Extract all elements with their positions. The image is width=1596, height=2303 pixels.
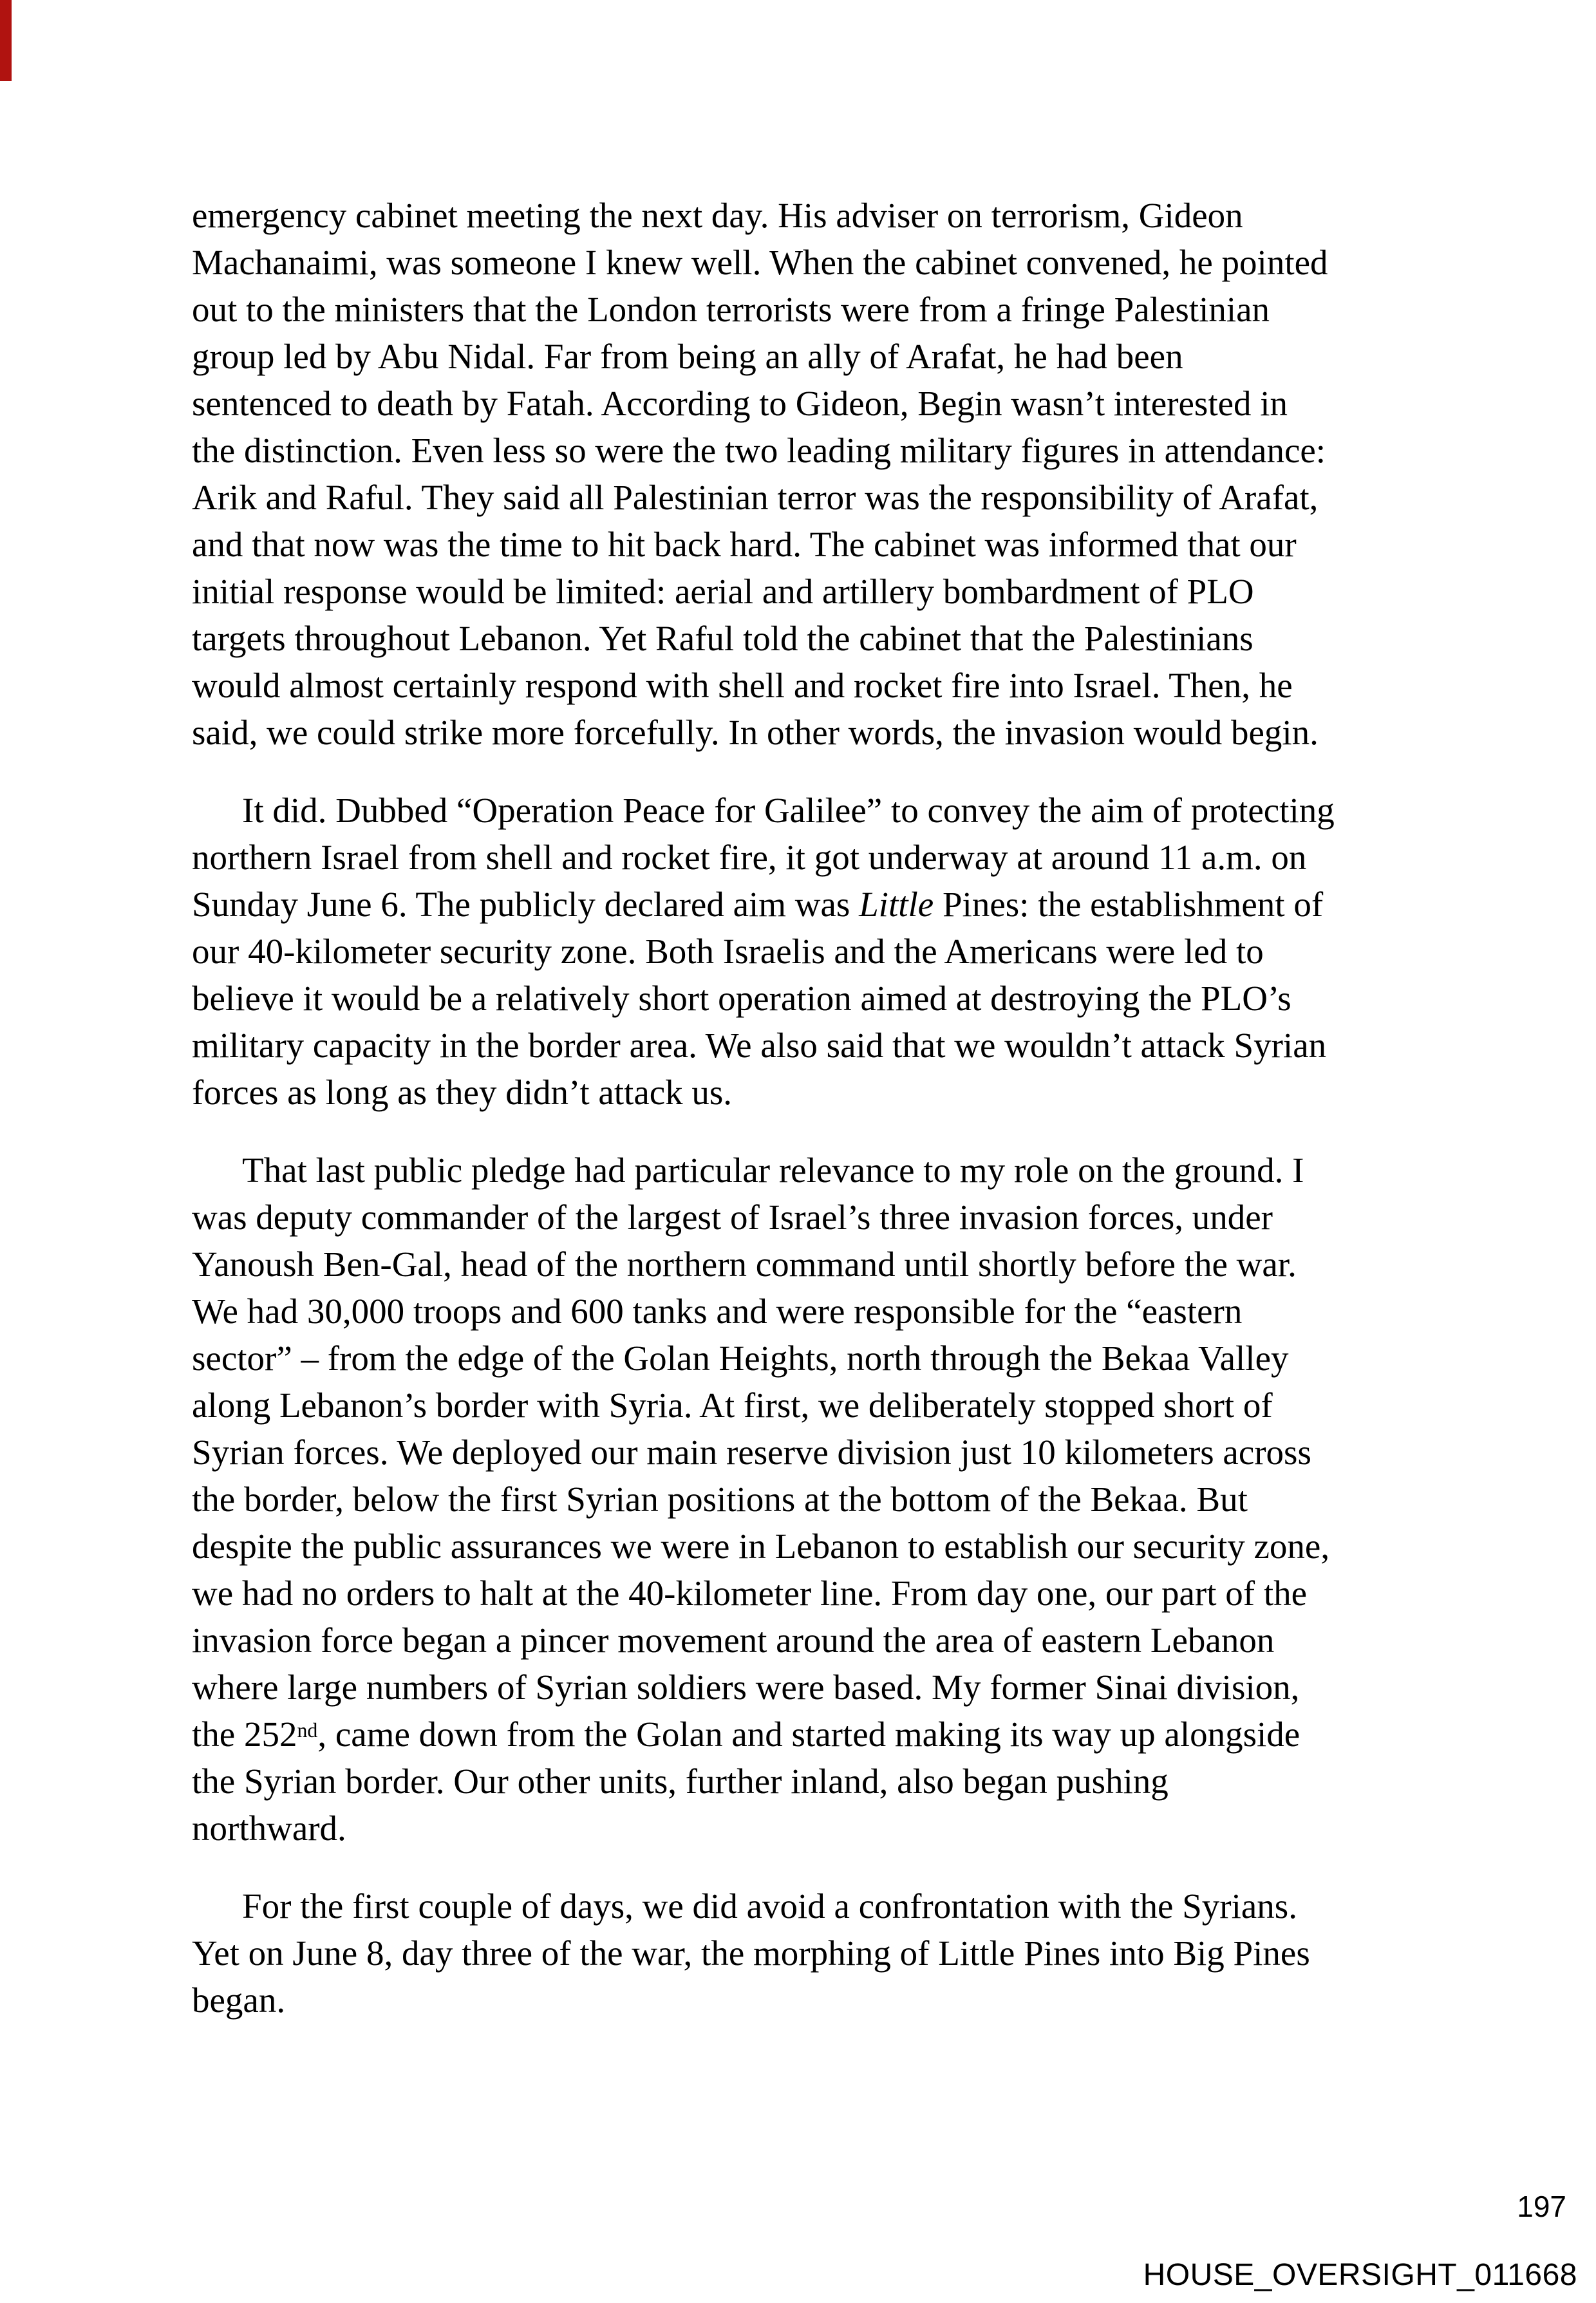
paragraph-1 (192, 192, 1479, 756)
text-line: For the first couple of days, we did avoid a confrontation with the Syrians. (242, 1886, 1297, 1926)
text-line: Machanaimi, was someone I knew well. When the cabinet convened, he pointed (192, 243, 1328, 282)
bates-number: HOUSE_OVERSIGHT_011668 (1143, 2258, 1577, 2292)
paragraph-4 (192, 1883, 1479, 2024)
text-line: emergency cabinet meeting the next day. His adviser on terrorism, Gideon (192, 196, 1243, 235)
text-line: out to the ministers that the London terrorists were from a fringe Palestinian (192, 290, 1270, 329)
text-line: the distinction. Even less so were the two leading military figures in attendance: (192, 431, 1326, 470)
paragraph-3 (192, 1147, 1479, 1852)
text-line: targets throughout Lebanon. Yet Raful told the cabinet that the Palestinians (192, 619, 1253, 658)
text-line: along Lebanon’s border with Syria. At first, we deliberately stopped short of (192, 1386, 1273, 1425)
text-line: sector” – from the edge of the Golan Heights, north through the Bekaa Valley (192, 1339, 1289, 1378)
text-line: group led by Abu Nidal. Far from being an ally of Arafat, he had been (192, 337, 1183, 376)
text-line: believe it would be a relatively short operation aimed at destroying the PLO’s (192, 979, 1291, 1018)
text-line: Yanoush Ben-Gal, head of the northern command until shortly before the war. (192, 1245, 1297, 1284)
text-line: said, we could strike more forcefully. In other words, the invasion would begin. (192, 713, 1319, 752)
text-line: would almost certainly respond with shell and rocket fire into Israel. Then, he (192, 666, 1293, 705)
text-line: we had no orders to halt at the 40-kilometer line. From day one, our part of the (192, 1574, 1308, 1613)
text-line: sentenced to death by Fatah. According to Gideon, Begin wasn’t interested in (192, 384, 1288, 423)
text-line: It did. Dubbed “Operation Peace for Galilee” to convey the aim of protecting (242, 791, 1335, 830)
text-line: That last public pledge had particular relevance to my role on the ground. I (242, 1151, 1304, 1190)
text-line: military capacity in the border area. We also said that we wouldn’t attack Syrian (192, 1026, 1327, 1065)
text-line: forces as long as they didn’t attack us. (192, 1073, 733, 1112)
text-line: initial response would be limited: aerial and artillery bombardment of PLO (192, 572, 1254, 611)
text-line: the Syrian border. Our other units, further inland, also began pushing (192, 1762, 1169, 1801)
text-line: Arik and Raful. They said all Palestinian terror was the responsibility of Arafat, (192, 478, 1319, 517)
text-line: northward. (192, 1809, 346, 1848)
text-line: began. (192, 1980, 286, 2020)
text-line: We had 30,000 troops and 600 tanks and were responsible for the “eastern (192, 1292, 1243, 1331)
red-scan-artifact (0, 0, 12, 81)
text-line: our 40-kilometer security zone. Both Israelis and the Americans were led to (192, 932, 1264, 971)
text-line: was deputy commander of the largest of Israel’s three invasion forces, under (192, 1198, 1273, 1237)
text-line: Syrian forces. We deployed our main reserve division just 10 kilometers across (192, 1433, 1311, 1472)
text-line: the border, below the first Syrian positions at the bottom of the Bekaa. But (192, 1480, 1248, 1519)
text-line: Yet on June 8, day three of the war, the morphing of Little Pines into Big Pines (192, 1933, 1310, 1973)
page-number: 197 (1517, 2190, 1566, 2223)
text-line: and that now was the time to hit back hard. The cabinet was informed that our (192, 525, 1297, 564)
text-line: the 252nd, came down from the Golan and started making its way up alongside (192, 1715, 1300, 1754)
text-line: despite the public assurances we were in Lebanon to establish our security zone, (192, 1527, 1330, 1566)
paragraph-2 (192, 787, 1479, 1116)
text-line: Sunday June 6. The publicly declared aim was Little Pines: the establishment of (192, 885, 1324, 924)
body-text (192, 192, 1479, 2024)
text-line: where large numbers of Syrian soldiers were based. My former Sinai division, (192, 1668, 1300, 1707)
text-line: northern Israel from shell and rocket fire, it got underway at around 11 a.m. on (192, 838, 1307, 877)
text-line: invasion force began a pincer movement around the area of eastern Lebanon (192, 1621, 1275, 1660)
